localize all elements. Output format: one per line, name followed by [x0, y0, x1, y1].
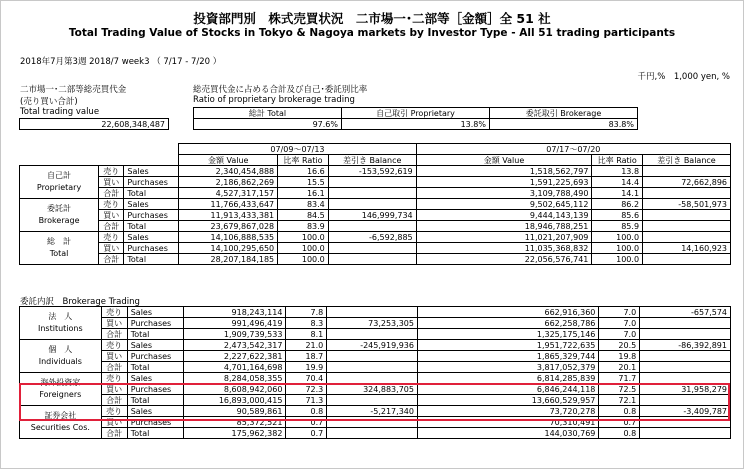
- ratio-week2: 72.5: [599, 384, 640, 395]
- summary-left-label-2: (売り買い合計): [20, 97, 78, 107]
- balance-week2: 31,958,279: [640, 384, 731, 395]
- group-label-en: Proprietary: [36, 183, 82, 192]
- row-kind-en: Sales: [124, 199, 179, 210]
- balance-week1: [328, 177, 416, 188]
- row-kind-jp: 合計: [99, 188, 124, 199]
- row-kind-en: Total: [124, 221, 179, 232]
- balance-week2: -657,574: [640, 307, 731, 318]
- row-kind-jp: 買い: [101, 417, 127, 428]
- group-label-en: Total: [49, 249, 69, 258]
- value-week2: 1,325,175,146: [417, 329, 598, 340]
- row-kind-jp: 買い: [99, 210, 124, 221]
- ratio-week2: 14.1: [592, 188, 643, 199]
- ratio-week1: 70.4: [286, 373, 327, 384]
- ratio-week2: 13.8: [592, 166, 643, 177]
- col-balance-2: 差引き Balance: [643, 155, 731, 166]
- ratio-week1: 71.3: [286, 395, 327, 406]
- ratio-proprietary: 13.8%: [342, 119, 490, 130]
- row-kind-en: Purchases: [127, 417, 184, 428]
- ratio-week2: 7.0: [599, 307, 640, 318]
- ratio-week2: 14.4: [592, 177, 643, 188]
- summary-left-label-1: 二市場一･二部等総売買代金: [20, 85, 127, 95]
- value-week2: 11,035,368,832: [416, 243, 592, 254]
- value-week1: 8,284,058,355: [184, 373, 286, 384]
- row-kind-jp: 買い: [101, 351, 127, 362]
- value-week1: 175,962,382: [184, 428, 286, 439]
- row-kind-jp: 買い: [99, 177, 124, 188]
- row-kind-jp: 合計: [101, 329, 127, 340]
- balance-week1: [327, 362, 418, 373]
- table-row: [20, 329, 731, 340]
- row-kind-en: Sales: [127, 406, 184, 417]
- table-row: [20, 254, 731, 265]
- value-week2: 73,720,278: [417, 406, 598, 417]
- row-kind-en: Purchases: [127, 318, 184, 329]
- value-week1: 2,227,622,381: [184, 351, 286, 362]
- row-kind-en: Total: [127, 428, 184, 439]
- ratio-week2: 7.0: [599, 329, 640, 340]
- balance-week1: -6,592,885: [328, 232, 416, 243]
- balance-week2: [640, 329, 731, 340]
- row-kind-jp: 売り: [99, 232, 124, 243]
- value-week2: 3,817,052,379: [417, 362, 598, 373]
- row-kind-jp: 合計: [99, 254, 124, 265]
- table-row: [20, 340, 731, 351]
- group-label-jp: 法 人: [48, 312, 73, 321]
- balance-week2: -3,409,787: [640, 406, 731, 417]
- table-row: [20, 199, 731, 210]
- row-kind-en: Sales: [127, 373, 184, 384]
- table-row: [20, 351, 731, 362]
- value-week1: 2,340,454,888: [179, 166, 278, 177]
- row-kind-en: Purchases: [124, 210, 179, 221]
- group-label-en: Securities Cos.: [30, 423, 90, 432]
- row-kind-jp: 合計: [101, 395, 127, 406]
- balance-week1: 324,883,705: [327, 384, 418, 395]
- ratio-week1: 8.3: [286, 318, 327, 329]
- group-label-jp: 総 計: [47, 237, 72, 246]
- row-kind-en: Total: [127, 329, 184, 340]
- ratio-week1: 100.0: [278, 254, 329, 265]
- ratio-week1: 8.1: [286, 329, 327, 340]
- value-week1: 2,473,542,317: [184, 340, 286, 351]
- row-kind-en: Total: [124, 254, 179, 265]
- ratio-week2: 86.2: [592, 199, 643, 210]
- table-row: [20, 428, 731, 439]
- row-kind-jp: 買い: [101, 384, 127, 395]
- total-value: 22,608,348,487: [20, 119, 169, 130]
- row-kind-en: Sales: [124, 166, 179, 177]
- balance-week1: 146,999,734: [328, 210, 416, 221]
- ratio-week1: 84.5: [278, 210, 329, 221]
- col-amount-1: 金額 Value: [179, 155, 278, 166]
- main-table: [19, 143, 731, 265]
- balance-week2: [640, 428, 731, 439]
- balance-week2: [643, 254, 731, 265]
- row-kind-en: Total: [127, 362, 184, 373]
- balance-week2: [640, 362, 731, 373]
- ratio-week2: 85.9: [592, 221, 643, 232]
- summary-right-label-2: Ratio of proprietary brokerage trading: [193, 95, 355, 105]
- date-line: 2018年7月第3週 2018/7 week3 （ 7/17 - 7/20 ）: [20, 57, 222, 67]
- balance-week2: [643, 166, 731, 177]
- group-label-jp: 自己計: [47, 171, 72, 180]
- row-kind-jp: 買い: [99, 243, 124, 254]
- balance-week1: [327, 329, 418, 340]
- group-label-en: Individuals: [38, 357, 82, 366]
- balance-week1: [327, 351, 418, 362]
- balance-week1: [327, 307, 418, 318]
- row-kind-en: Total: [124, 188, 179, 199]
- balance-week1: 73,253,305: [327, 318, 418, 329]
- ratio-week1: 18.7: [286, 351, 327, 362]
- week1-header: 07/09～07/13: [179, 144, 416, 155]
- value-week2: 662,258,786: [417, 318, 598, 329]
- ratio-week2: 0.8: [599, 406, 640, 417]
- col-ratio-2: 比率 Ratio: [592, 155, 643, 166]
- table-row: [20, 232, 731, 243]
- value-week2: 13,660,529,957: [417, 395, 598, 406]
- value-week2: 11,021,207,909: [416, 232, 592, 243]
- value-week1: 1,909,739,533: [184, 329, 286, 340]
- row-kind-en: Purchases: [127, 351, 184, 362]
- value-week2: 1,951,722,635: [417, 340, 598, 351]
- row-kind-jp: 売り: [101, 406, 127, 417]
- balance-week1: [327, 428, 418, 439]
- ratio-week2: 100.0: [592, 254, 643, 265]
- value-week1: 90,589,861: [184, 406, 286, 417]
- ratio-week1: 19.9: [286, 362, 327, 373]
- value-week2: 1,865,329,744: [417, 351, 598, 362]
- ratio-header-brokerage: 委託取引 Brokerage: [490, 108, 638, 119]
- group-label-en: Foreigners: [39, 390, 82, 399]
- group-label-en: Brokerage: [38, 216, 80, 225]
- row-kind-jp: 売り: [99, 166, 124, 177]
- row-kind-en: Purchases: [124, 177, 179, 188]
- ratio-week2: 72.1: [599, 395, 640, 406]
- value-week1: 11,766,433,647: [179, 199, 278, 210]
- row-kind-jp: 買い: [101, 318, 127, 329]
- group-label-jp: 証券会社: [44, 411, 77, 420]
- ratio-week2: 20.5: [599, 340, 640, 351]
- balance-week2: [640, 373, 731, 384]
- value-week1: 8,608,942,060: [184, 384, 286, 395]
- balance-week2: [643, 221, 731, 232]
- ratio-week2: 0.8: [599, 428, 640, 439]
- balance-week1: [328, 188, 416, 199]
- ratio-week1: 83.4: [278, 199, 329, 210]
- ratio-week2: 19.8: [599, 351, 640, 362]
- row-kind-jp: 売り: [101, 307, 127, 318]
- row-kind-jp: 合計: [101, 362, 127, 373]
- group-label-en: Institutions: [37, 324, 83, 333]
- value-week1: 14,106,888,535: [179, 232, 278, 243]
- balance-week2: [643, 188, 731, 199]
- row-kind-en: Sales: [124, 232, 179, 243]
- group-label-jp: 個 人: [48, 345, 73, 354]
- value-week2: 6,846,244,118: [417, 384, 598, 395]
- ratio-header-proprietary: 自己取引 Proprietary: [342, 108, 490, 119]
- balance-week2: 72,662,896: [643, 177, 731, 188]
- table-row: [20, 177, 731, 188]
- value-week2: 18,946,788,251: [416, 221, 592, 232]
- ratio-week1: 83.9: [278, 221, 329, 232]
- value-week1: 2,186,862,269: [179, 177, 278, 188]
- table-row: [20, 221, 731, 232]
- balance-week1: -5,217,340: [327, 406, 418, 417]
- summary-left-label-3: Total trading value: [20, 107, 100, 117]
- summary-right-label-1: 総売買代金に占める合計及び自己･委託別比率: [193, 85, 368, 95]
- ratio-week1: 7.8: [286, 307, 327, 318]
- value-week2: 70,310,491: [417, 417, 598, 428]
- ratio-week1: 0.7: [286, 428, 327, 439]
- table-row: [20, 373, 731, 384]
- value-week2: 9,444,143,139: [416, 210, 592, 221]
- group-label-jp: 海外投資家: [40, 378, 81, 387]
- table-row: [20, 307, 731, 318]
- group-label: [20, 199, 99, 232]
- ratio-total: 97.6%: [194, 119, 342, 130]
- group-label: [20, 307, 102, 340]
- col-ratio-1: 比率 Ratio: [278, 155, 329, 166]
- unit-label: 千円,% 1,000 yen, %: [637, 72, 730, 82]
- value-week2: 1,518,562,797: [416, 166, 592, 177]
- balance-week1: -153,592,619: [328, 166, 416, 177]
- row-kind-jp: 合計: [101, 428, 127, 439]
- ratio-week1: 100.0: [278, 243, 329, 254]
- value-week2: 1,591,225,693: [416, 177, 592, 188]
- ratio-table: [193, 107, 638, 130]
- group-label: [20, 166, 99, 199]
- ratio-week1: 15.5: [278, 177, 329, 188]
- value-week2: 6,814,285,839: [417, 373, 598, 384]
- balance-week2: [643, 210, 731, 221]
- group-label: [20, 340, 102, 373]
- value-week1: 918,243,114: [184, 307, 286, 318]
- week2-header: 07/17～07/20: [416, 144, 730, 155]
- title-jp: 投資部門別 株式売買状況 二市場一･二部等［金額］全 51 社: [193, 11, 551, 26]
- ratio-header-total: 総計 Total: [194, 108, 342, 119]
- table-row: [20, 318, 731, 329]
- ratio-week1: 100.0: [278, 232, 329, 243]
- ratio-week1: 16.6: [278, 166, 329, 177]
- group-label-jp: 委託計: [47, 204, 72, 213]
- value-week1: 28,207,184,185: [179, 254, 278, 265]
- value-week2: 3,109,788,490: [416, 188, 592, 199]
- ratio-brokerage: 83.8%: [490, 119, 638, 130]
- value-week2: 9,502,645,112: [416, 199, 592, 210]
- value-week2: 662,916,360: [417, 307, 598, 318]
- value-week1: 4,701,164,698: [184, 362, 286, 373]
- ratio-week1: 21.0: [286, 340, 327, 351]
- balance-week2: [643, 232, 731, 243]
- table-row: [20, 243, 731, 254]
- section-brokerage-title: 委託内訳 Brokerage Trading: [20, 297, 140, 307]
- balance-week1: -245,919,936: [327, 340, 418, 351]
- value-week1: 16,893,000,415: [184, 395, 286, 406]
- value-week1: 14,100,295,650: [179, 243, 278, 254]
- group-label: [20, 232, 99, 265]
- title-en: Total Trading Value of Stocks in Tokyo & Nagoya markets by Investor Type - All 51 trading participants: [68, 27, 676, 39]
- ratio-week2: 71.7: [599, 373, 640, 384]
- value-week1: 991,496,419: [184, 318, 286, 329]
- highlight-foreigners-box: [19, 383, 730, 421]
- ratio-week1: 0.8: [286, 406, 327, 417]
- value-week1: 85,372,521: [184, 417, 286, 428]
- table-row: [20, 210, 731, 221]
- row-kind-en: Purchases: [127, 384, 184, 395]
- col-amount-2: 金額 Value: [416, 155, 592, 166]
- ratio-week2: 100.0: [592, 243, 643, 254]
- value-week1: 4,527,317,157: [179, 188, 278, 199]
- ratio-week2: 100.0: [592, 232, 643, 243]
- ratio-week2: 85.6: [592, 210, 643, 221]
- total-value-table: [19, 118, 169, 130]
- row-kind-jp: 合計: [99, 221, 124, 232]
- table-row: [20, 166, 731, 177]
- balance-week2: -58,501,973: [643, 199, 731, 210]
- row-kind-en: Sales: [127, 340, 184, 351]
- row-kind-jp: 売り: [99, 199, 124, 210]
- balance-week1: [328, 199, 416, 210]
- row-kind-en: Total: [127, 395, 184, 406]
- row-kind-en: Sales: [127, 307, 184, 318]
- ratio-week2: 7.0: [599, 318, 640, 329]
- balance-week2: -86,392,891: [640, 340, 731, 351]
- balance-week2: [640, 351, 731, 362]
- ratio-week1: 0.7: [286, 417, 327, 428]
- balance-week1: [327, 373, 418, 384]
- balance-week1: [328, 243, 416, 254]
- balance-week1: [328, 221, 416, 232]
- value-week2: 144,030,769: [417, 428, 598, 439]
- balance-week2: [640, 318, 731, 329]
- ratio-week2: 0.7: [599, 417, 640, 428]
- ratio-week1: 16.1: [278, 188, 329, 199]
- value-week2: 22,056,576,741: [416, 254, 592, 265]
- ratio-week2: 20.1: [599, 362, 640, 373]
- value-week1: 23,679,867,028: [179, 221, 278, 232]
- row-kind-jp: 売り: [101, 373, 127, 384]
- table-row: [20, 188, 731, 199]
- row-kind-en: Purchases: [124, 243, 179, 254]
- balance-week1: [328, 254, 416, 265]
- row-kind-jp: 売り: [101, 340, 127, 351]
- ratio-week1: 72.3: [286, 384, 327, 395]
- table-row: [20, 362, 731, 373]
- value-week1: 11,913,433,381: [179, 210, 278, 221]
- balance-week2: 14,160,923: [643, 243, 731, 254]
- col-balance-1: 差引き Balance: [328, 155, 416, 166]
